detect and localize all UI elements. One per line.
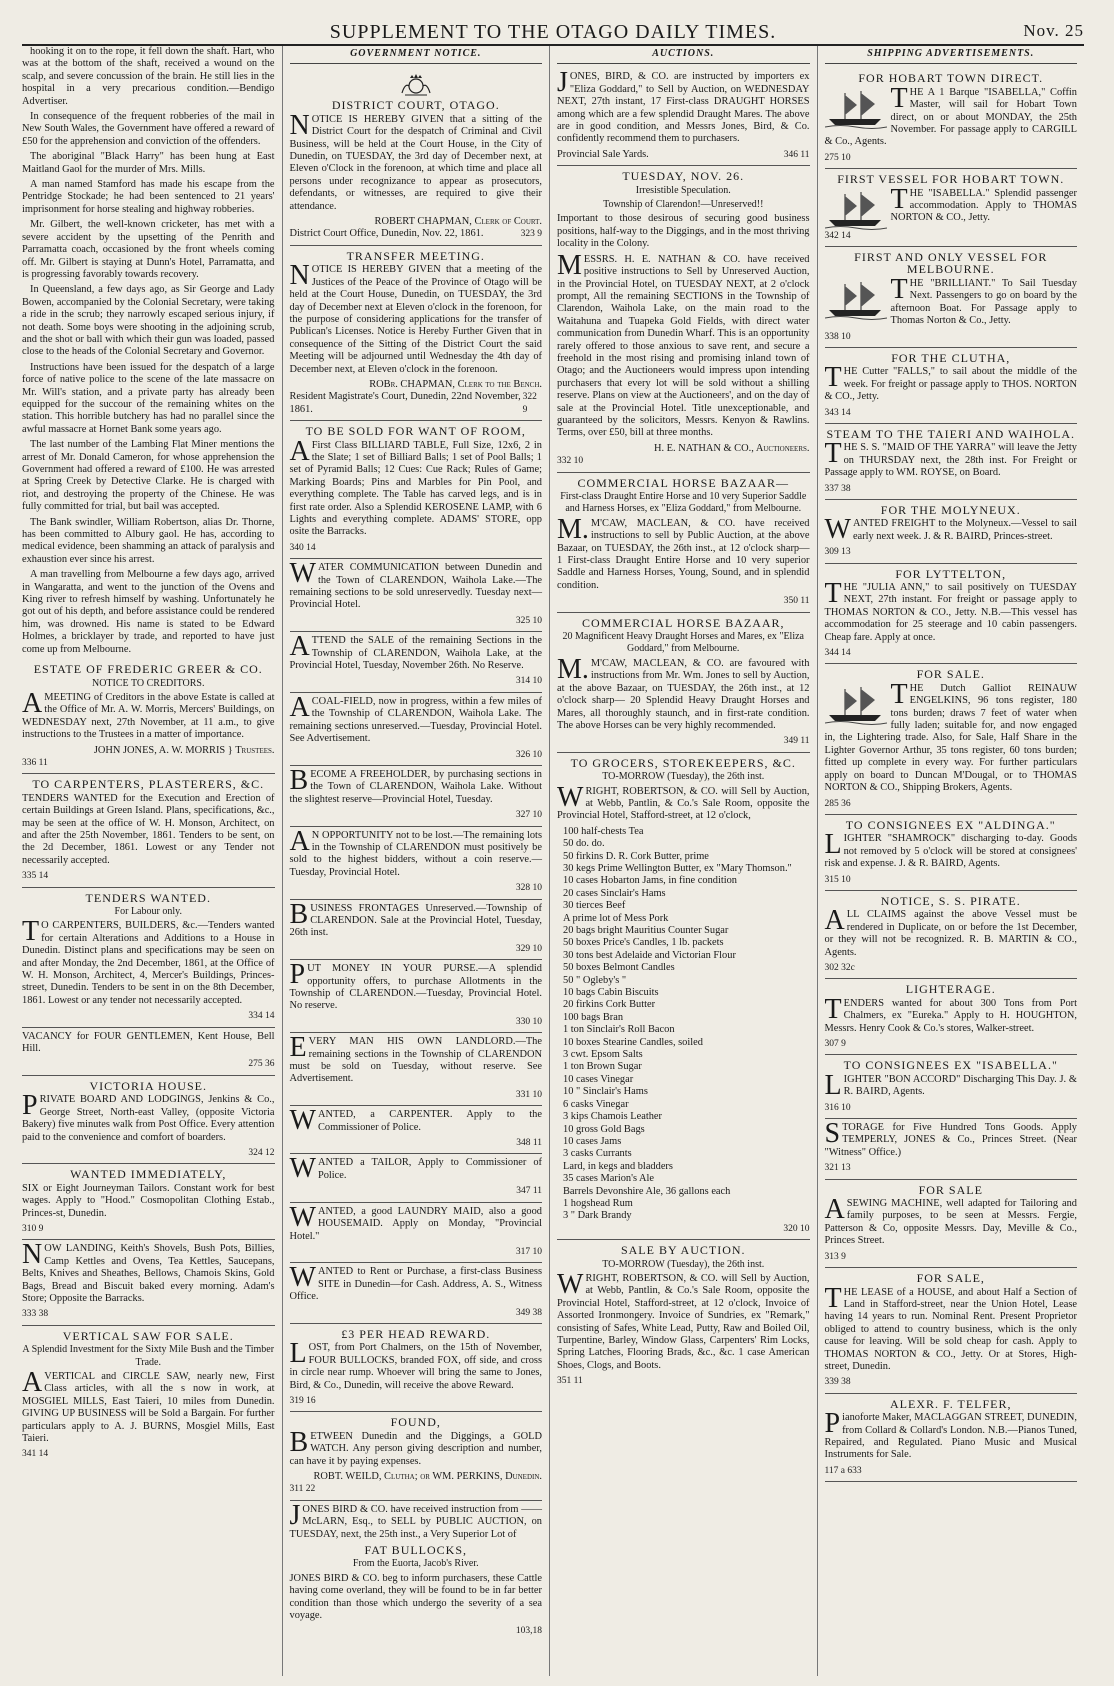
- ad-signature: ROBERT CHAPMAN, Clerk of Court.: [374, 216, 542, 228]
- ad-body: JONES, BIRD, & CO. are instructed by importers ex "Eliza Goddard," to Sell by Auction, on WEDNESDAY NEXT, 27th instant, 17 First-class DRAUGHT HORSES among which are a few splendid Draught Mares. The above are in good condition, and Messrs Jones, Bird, & Co. confidently recommend them to purchasers.: [557, 67, 810, 145]
- ad-number: 331 10: [515, 1089, 542, 1100]
- ad-number: 311 22: [289, 1484, 316, 1495]
- ad-body: M.M'CAW, MACLEAN, & CO. have received instructions to sell by Public Auction, at the above Bazaar, on TUESDAY, the 26th inst., at 12 o'clock sharp— 1 First-class Draught Entire Horse and 10 very superior Saddle and Harness Horses, Young, Sound, and in splendid condition.: [557, 513, 810, 591]
- ad-body: ASEWING MACHINE, well adapted for Tailoring and family purposes, to be seen at Messrs. Fergie, Patterson & Co, opposite Messrs. Day, Meville & Co., Princes Street.: [824, 1194, 1077, 1247]
- ad-number: 340 14: [289, 542, 316, 553]
- goods-item: 10 " Sinclair's Hams: [563, 1086, 648, 1098]
- ad-now-landing: [22, 1240, 275, 1325]
- masthead-date: Nov. 25: [1023, 21, 1084, 40]
- small-ad: [290, 1154, 543, 1202]
- ad-number: 349 11: [783, 736, 810, 747]
- ad-body: VACANCY for FOUR GENTLEMEN, Kent House, Bell Hill.: [22, 1030, 275, 1055]
- ad-number: 334 14: [248, 1011, 275, 1022]
- ad-township: Township of Clarendon!—Unreserved!!: [603, 199, 764, 211]
- news-paragraph: Mr. Gilbert, the well-known cricketer, has met with a severe accident by the upsetting of the Penrith and Parramatta coach, occasioned by the front wheels coming off. Mr. Gilbert is staying at Dunn's Hotel, Parramatta, and is progressing favorably towards recovery.: [22, 219, 275, 280]
- ad-heading: TO CONSIGNEES EX "ISABELLA.": [843, 1058, 1058, 1073]
- ad-body: SIX or Eight Journeyman Tailors. Constant work for best wages. Apply to "Hood." Cosmopolitan Clothing Estab., Princes-st, Dunedin.: [22, 1182, 275, 1219]
- ad-number: 343 14: [824, 407, 851, 418]
- ad-heading: COMMERCIAL HORSE BAZAAR,: [581, 615, 785, 630]
- shipping-ads-list: [825, 68, 1078, 1482]
- ad-body: JONES BIRD & CO. have received instruction from —— McLARN, Esq., to SELL by PUBLIC AUCTION, on TUESDAY, next, the 25th inst., a Very Superior Lot of: [289, 1499, 542, 1540]
- ship-icon: [825, 190, 887, 230]
- ad-body: AVERTICAL and CIRCLE SAW, nearly new, First Class articles, with all the s now in work, at MOSGIEL MILLS, East Taieri, 10 miles from Dunedin. GIVING UP BUSINESS will be Sold a Bargain. For further particulars apply to A. J. BURNS, Mosgiel Mills, East Taieri.: [22, 1367, 275, 1445]
- ad-heading: FOR SALE: [918, 1182, 983, 1197]
- ad-heading: TENDERS WANTED.: [85, 890, 211, 905]
- ad-found-watch: [290, 1412, 543, 1500]
- goods-item: 3 casks Currants: [563, 1148, 632, 1160]
- ad-wanted-immediately: [22, 1164, 275, 1240]
- ad-heading: NOTICE, S. S. PIRATE.: [880, 893, 1021, 908]
- ad-number: 322 9: [522, 392, 537, 415]
- news-paragraph: In consequence of the frequent robberies of the mail in New South Wales, the Government have offered a reward of £50 for the apprehension and conviction of the offenders.: [22, 111, 275, 147]
- ad-number: 103,18: [515, 1626, 542, 1637]
- ad-body: ATTEND the SALE of the remaining Sections in the Township of CLARENDON, Waihola Lake, at the Provincial Hotel, Tuesday, November 26th. No Reserve.: [289, 631, 542, 672]
- small-ads-list: [290, 559, 543, 1324]
- shipping-ad: [825, 1268, 1078, 1394]
- ad-heading: STEAM TO THE TAIERI AND WAIHOLA.: [826, 426, 1076, 441]
- masthead: [22, 6, 1084, 46]
- shipping-ad: [825, 424, 1078, 500]
- ad-number: 316 10: [824, 1102, 851, 1113]
- news-paragraph: hooking it on to the rope, it fell down the shaft. Hart, who was at the bottom of the shaft, received a wound on the scalp, and severe concussion of the brain. He still lies in the hospital in a very precarious condition.—Bendigo Advertiser.: [22, 46, 275, 107]
- columns: [22, 46, 1084, 1676]
- ad-body: WANTED, a good LAUNDRY MAID, also a good HOUSEMAID. Apply on Monday, "Provincial Hotel.": [289, 1201, 542, 1242]
- goods-item: 10 bags Cabin Biscuits: [563, 987, 659, 999]
- goods-item: 100 half-chests Tea: [563, 825, 644, 837]
- ad-body: BECOME A FREEHOLDER, by purchasing sections in the Town of CLARENDON, Waihola Lake. Without the slightest reserve—Provincial Hotel, Tuesday.: [289, 764, 542, 805]
- ad-body: BUSINESS FRONTAGES Unreserved.—Township of CLARENDON. Sale at the Provincial Hotel, Tuesday, 26th inst.: [289, 898, 542, 939]
- ad-subheading: TO-MORROW (Tuesday), the 26th inst.: [602, 1258, 765, 1270]
- ad-vertical-saw: [22, 1326, 275, 1465]
- small-ad: [290, 1106, 543, 1154]
- masthead-title: SUPPLEMENT TO THE OTAGO DAILY TIMES.: [329, 21, 777, 43]
- ad-heading: FAT BULLOCKS,: [364, 1543, 468, 1558]
- ad-body: Important to those desirous of securing good business positions, half-way to the Diggings, and in the most thriving locality in the Colony.: [557, 213, 810, 250]
- royal-crest-icon: [399, 73, 433, 97]
- ad-number: 302 32c: [824, 962, 855, 973]
- ad-heading: FOR THE CLUTHA,: [891, 350, 1011, 365]
- column-news: [22, 46, 282, 1676]
- ad-body-nathan: MESSRS. H. E. NATHAN & CO. have received positive instructions to Sell by Unreserved Auction, in the Provincial Hotel, on TUESDAY NEXT, at 2 o'clock prompt, All the remaining SECTIONS in the Township of Clarendon, Waihola Lake, on the main road to the Waitahuna and Tuapeka Gold Fields, with direct water communication from Dunedin Wharf. This is an opportunity rarely offered to those anxious to save rent, and secure a freehold in the most rising and promising inland town of Otago; and the Auctioneers would impress upon intending purchasers that every lot will be sold without a shilling reserve. Plans on view at the Auctioneers', and on the day of sale at the Provincial Hotel. Title unexceptionable, and guaranteed by the solicitors, Messrs. Kenyon & Rawlins. Terms, over £50, bill at three months.: [557, 249, 810, 439]
- ad-body: THE A 1 Barque "ISABELLA," Coffin Master, will sail for Hobart Town direct, on or about MONDAY, the 25th November. For passage apply to CARGILL & Co., Agents.: [824, 82, 1077, 148]
- ad-body: AMEETING of Creditors in the above Estate is called at the Office of Mr. A. W. Morris, Mercers' Buildings, on WEDNESDAY next, 27th November, at 11 a.m., to give instructions to the Trustees in a matter of importance.: [22, 687, 275, 741]
- ad-heading: FOR HOBART TOWN DIRECT.: [858, 71, 1044, 86]
- ad-number: 337 38: [824, 483, 851, 494]
- goods-item: 3 kips Chamois Leather: [563, 1111, 662, 1123]
- ad-signature: H. E. NATHAN & CO., Auctioneers.: [653, 442, 810, 454]
- shipping-ad: [825, 1055, 1078, 1119]
- ad-heading: COMMERCIAL HORSE BAZAAR—: [577, 475, 790, 490]
- ad-body: ALL CLAIMS against the above Vessel must be rendered in Duplicate, on or before the 1st December, or they will not be recognized. R. B. MARTIN & CO., Agents.: [824, 905, 1077, 958]
- goods-item: 50 boxes Belmont Candles: [563, 962, 675, 974]
- ad-signature: ROBT. WEILD, Clutha; or WM. PERKINS, Dunedin.: [313, 1471, 542, 1482]
- goods-item: 20 bags bright Mauritius Counter Sugar: [563, 925, 729, 936]
- shipping-ad: [825, 1119, 1078, 1180]
- ad-subheading: NOTICE TO CREDITORS.: [91, 677, 205, 689]
- ad-heading: LIGHTERAGE.: [905, 982, 996, 997]
- goods-item: 1 hogshead Rum: [563, 1197, 633, 1209]
- ad-horse-bazaar-2: [557, 613, 810, 753]
- goods-item: 3 " Dark Brandy: [563, 1210, 632, 1222]
- ad-number: 338 10: [824, 331, 851, 342]
- ad-office: Resident Magistrate's Court, Dunedin, 22nd November, 1861.: [289, 391, 521, 415]
- goods-item: 50 firkins D. R. Cork Butter, prime: [563, 850, 709, 862]
- ad-number: 326 10: [515, 749, 542, 760]
- ad-heading: VERTICAL SAW FOR SALE.: [62, 1328, 234, 1343]
- column-shipping: [817, 46, 1085, 1676]
- ad-heading: TRANSFER MEETING.: [346, 248, 485, 263]
- ad-heading: VICTORIA HOUSE.: [89, 1078, 207, 1093]
- ad-number: 335 14: [22, 871, 49, 882]
- ad-body: WANTED FREIGHT to the Molyneux.—Vessel to sail early next week. J. & R. BAIRD, Princes-street.: [824, 514, 1077, 546]
- ad-number: 332 10: [557, 456, 584, 467]
- ad-body: TENDERS WANTED for the Execution and Erection of certain Buildings at Green Island. Plans, specifications, &c., may be seen at the office of W. H. Monson, Architect, on and after the 25th November, 1861. Tenders to be sent, on the 2d December, 1861. Lowest or any Tender not necessarily accepted.: [22, 792, 275, 866]
- news-paragraph: A man named Stamford has made his escape from the Pentridge Stockade; he had been sentenced to 21 years' imprisonment for horse stealing and highway robberies.: [22, 179, 275, 215]
- ad-body: THE LEASE of a HOUSE, and about Half a Section of Land in Stafford-street, near the Union Hotel, Lease having 14 years to run. Nominal Rent. Present Proprietor obliged to attend to country business, which is the only cause for leaving. Will be sold cheap for cash. Apply to THOMAS NORTON & CO., Jetty. Or at Stores, High-street, Dunedin.: [824, 1282, 1077, 1372]
- ad-number: 341 14: [22, 1449, 49, 1460]
- ad-body: THE "JULIA ANN," to sail positively on TUESDAY NEXT, 27th instant. For freight or passage apply to THOMAS NORTON & CO., Jetty. N.B.—This vessel has accommodation for 25 steerage and 10 cabin passengers. Cheap fare. Apply at once.: [824, 578, 1077, 643]
- ad-heading: ALEXR. F. TELFER,: [890, 1396, 1012, 1411]
- shipping-ad: [825, 1180, 1078, 1268]
- ad-number: 275 10: [824, 152, 851, 163]
- goods-item: 10 cases Jams: [563, 1135, 622, 1147]
- ad-subheading: Irresistible Speculation.: [635, 184, 731, 196]
- ad-body-tail: JONES BIRD & CO. beg to inform purchasers, these Cattle having come overland, they will be found to be in far better condition than those which undergo the severity of a sea voyage.: [289, 1572, 542, 1622]
- ad-subheading: From the Euorta, Jacob's River.: [352, 1558, 479, 1570]
- ad-number: 309 13: [824, 547, 851, 558]
- news-paragraph: The last number of the Lambing Flat Miner mentions the arrest of Mr. Donald Cameron, for whose apprehension the Government had offered a reward of £100. He was arrested at Spring Creek by Detective Clarke. He is charged with riot, and destroying the property of the Chinese. He was fully committed for trial, but bail was accepted.: [22, 439, 275, 513]
- ad-number: 336 11: [22, 757, 48, 768]
- column-heading: SHIPPING ADVERTISEMENTS.: [825, 46, 1078, 64]
- ad-heading: FOUND,: [390, 1415, 441, 1430]
- ad-number: 328 10: [515, 883, 542, 894]
- goods-item: 3 cwt. Epsom Salts: [563, 1049, 643, 1061]
- ad-tenders-wanted: [22, 888, 275, 1028]
- ad-number: 320 10: [783, 1223, 810, 1234]
- ad-body: THE Dutch Galliot REINAUW ENGELKINS, 96 tons register, 180 tons burden; draws 7 feet of water when fully laden; suitable for, and now engaged in, the Lightering trade. Also, for Sale, Half Share in the Lighter Governor Arthur, 35 tons register, 60 tons burden; fitted up complete in every way. For further particulars apply on board to Duncan M'Dougal, or to THOMAS NORTON & CO., Shipping Brokers, Agents.: [824, 678, 1077, 794]
- goods-item: 50 do. do.: [563, 838, 605, 850]
- ad-estate-greer: [22, 659, 275, 774]
- small-ad: [290, 960, 543, 1033]
- ad-body: Pianoforte Maker, MACLAGGAN STREET, DUNEDIN, from Collard & Collard's London. N.B.—Pianos Tuned, Repaired, and Regulated. Piano Music and Musical Instruments for Sale.: [824, 1408, 1077, 1461]
- ad-number: 315 10: [824, 874, 851, 885]
- ad-number: 327 10: [515, 810, 542, 821]
- ad-heading: FIRST AND ONLY VESSEL FOR MELBOURNE.: [854, 250, 1048, 277]
- goods-item: 50 boxes Price's Candles, 1 lb. packets: [563, 937, 724, 949]
- small-ad: [290, 693, 543, 766]
- ad-number: 321 13: [824, 1163, 851, 1174]
- ad-vacancy: [22, 1028, 275, 1076]
- ad-number: 317 10: [515, 1246, 542, 1257]
- ad-body: LIGHTER "SHAMROCK" discharging to-day. Goods not removed by 5 o'clock will be stored at consignees' risk and expense. J. & R. BAIRD, Agents.: [824, 829, 1077, 870]
- ad-number: 339 38: [824, 1377, 851, 1388]
- shipping-ad: [825, 68, 1078, 169]
- ad-body: AFirst Class BILLIARD TABLE, Full Size, 12x6, 2 in the Slate; 1 set of Billiard Balls; 1 set of Pool Balls; 1 set of Pyramid Balls; 12 Cues: Cue Rack; Rules of Game; Marking Boards; Pins and Marbles for Pin Pool, and everything complete. The Table has carved legs, and is in first rate order. Also a Splendid KEROSENE LAMP, with 6 Lights and everything complete. ADAMS' STORE, opp osite the Barracks.: [289, 435, 542, 538]
- ad-signature: Provincial Sale Yards.: [557, 148, 649, 160]
- ad-heading: £3 PER HEAD REWARD.: [341, 1326, 491, 1341]
- ad-heading: SALE BY AUCTION.: [620, 1243, 746, 1258]
- ad-subheading: 20 Magnificent Heavy Draught Horses and Mares, ex "Eliza Goddard," from Melbourne.: [562, 631, 804, 655]
- ship-icon: [825, 89, 887, 129]
- ad-number: 323 9: [520, 229, 542, 240]
- ad-body: PUT MONEY IN YOUR PURSE.—A splendid opportunity offers, to purchase Allotments in the Township of CLARENDON.—Tuesday, Provincial Hotel. No reserve.: [289, 959, 542, 1012]
- ad-number: 351 11: [557, 1376, 583, 1387]
- news-paragraph: The Bank swindler, William Robertson, alias Dr. Thorne, has been committed to Albury gaol. He has, according to medical evidence, been shamming an attack of paralysis and exhaustion ever since his arrest.: [22, 516, 275, 565]
- ad-heading: DISTRICT COURT, OTAGO.: [331, 98, 500, 113]
- ad-body: WANTED, a CARPENTER. Apply to the Commissioner of Police.: [289, 1105, 542, 1137]
- ad-number: 344 14: [824, 648, 851, 659]
- shipping-ad: [825, 564, 1078, 665]
- column-auctions: [549, 46, 817, 1676]
- ad-body: WRIGHT, ROBERTSON, & CO. will Sell by Auction, at Webb, Pantlin, & Co.'s Sale Room, opposite the Provincial Hotel, Stafford-street, at 12 o'clock, Invoice of Assorted Ironmongery. Invoice of Sundries, ex "Remark," consisting of Safes, White Lead, Putty, Raw and Boiled Oil, Turpentine, Barley, Window Glass, Carpenters' Rim Locks, Spring Latches, Flooring Brads, &c., &c. 1 case American Shoes, Clogs, and Boots.: [557, 1268, 810, 1371]
- ad-heading: TO GROCERS, STOREKEEPERS, &C.: [570, 755, 796, 770]
- ad-body: AN OPPORTUNITY not to be lost.—The remaining lots in the Township of CLARENDON must positively be sold to the highest bidders, without a coin reserve.—Tuesday, Provincial Hotel.: [289, 825, 542, 878]
- small-ad: [290, 766, 543, 827]
- ad-body: NOW LANDING, Keith's Shovels, Bush Pots, Billies, Camp Kettles and Ovens, Tea Kettles, Saucepans, Belts, Knives and Sheathes, Bellows, Chamois Skins, Gold Bags, Bread and Biscuit baked every morning. Adam's Store; Opposite the Barracks.: [22, 1239, 275, 1304]
- ad-body: NOTICE IS HEREBY GIVEN that a sitting of the District Court for the despatch of Criminal and Civil Business, will be held at the Court House, in the City of Dunedin, on TUESDAY, the 3rd day of December next, at Eleven o'Clock in the forenoon, at which time and place all persons under recognizance to appear as prosecutors, defendants, or witnesses, are required to give their attendance.: [289, 109, 542, 212]
- ad-body: WRIGHT, ROBERTSON, & CO. will Sell by Auction, at Webb, Pantlin, & Co.'s Sale Room, opposite the Provincial Hotel, Stafford-street, at 12 o'clock,: [557, 781, 810, 822]
- ad-body: LIGHTER "BON ACCORD" Discharging This Day. J. & R. BAIRD, Agents.: [824, 1069, 1077, 1101]
- ad-grocers: [557, 753, 810, 1240]
- goods-item: 1 ton Brown Sugar: [563, 1061, 642, 1073]
- ad-body: THE S. S. "MAID OF THE YARRA" will leave the Jetty on THURSDAY next, the 28th inst. For Freight or Passage apply to WM. ROYSE, on Board.: [824, 438, 1077, 479]
- goods-item: 1 ton Sinclair's Roll Bacon: [563, 1024, 675, 1036]
- ad-body: LOST, from Port Chalmers, on the 15th of November, FOUR BULLOCKS, branded FOX, off side, and cross in circle near rump. Whoever will bring the same to Jones, Bird, & Co., Dunedin, will receive the above Reward.: [289, 1338, 542, 1391]
- ad-body: STORAGE for Five Hundred Tons Goods. Apply TEMPERLY, JONES & Co., Princes Street. (Near "Witness" Office.): [824, 1118, 1077, 1158]
- small-ad: [290, 900, 543, 961]
- ad-signature: ROBr. CHAPMAN, Clerk to the Bench.: [369, 378, 542, 390]
- ad-billiard-table: [290, 421, 543, 559]
- ad-number: 310 9: [22, 1223, 44, 1234]
- ad-heading: TO CARPENTERS, PLASTERERS, &C.: [32, 777, 265, 792]
- small-ad: [290, 1203, 543, 1264]
- ad-sale-by-auction: [557, 1240, 810, 1391]
- ad-number: 349 38: [515, 1307, 542, 1318]
- goods-item: 30 tierces Beef: [563, 900, 626, 912]
- ad-heading: TUESDAY, NOV. 26.: [622, 169, 745, 184]
- ad-number: 325 10: [515, 615, 542, 626]
- ad-body: THE "BRILLIANT." To Sail Tuesday Next. Passengers to go on board by the afternoon Boat. For Passage apply to Thomas Norton & Co., Jetty.: [890, 273, 1077, 327]
- goods-item: 20 firkins Cork Butter: [563, 999, 656, 1011]
- news-paragraph: Instructions have been issued for the despatch of a large force of native police to the scene of the late massacre on Mr. Will's station, and a private party has already been equipped for the succour of the remaining whites on the station. This horrible butchery has had no parallel since the awful massacre at Hornet Bank some years ago.: [22, 361, 275, 435]
- ad-number: 348 11: [516, 1138, 542, 1149]
- ad-transfer-meeting: [290, 246, 543, 421]
- ad-heading: FOR THE MOLYNEUX.: [880, 502, 1021, 517]
- goods-item: 50 " Ogleby's ": [563, 974, 627, 986]
- column-heading: GOVERNMENT NOTICE.: [290, 46, 543, 64]
- column-government: [282, 46, 550, 1676]
- small-ad: [290, 827, 543, 900]
- ad-number: 313 9: [824, 1251, 846, 1262]
- shipping-ad: [825, 247, 1078, 348]
- ad-number: 330 10: [515, 1016, 542, 1027]
- small-ad: [290, 1263, 543, 1324]
- ad-body: ACOAL-FIELD, now in progress, within a few miles of the Township of CLARENDON, Waihola Lake. The remaining sections unreserved.—Tuesday, Provincial Hotel. See Advertisement.: [289, 691, 542, 745]
- column-heading: AUCTIONS.: [557, 46, 810, 64]
- ad-number: 117 a 633: [824, 1465, 862, 1476]
- ad-number: 346 11: [783, 149, 810, 160]
- ad-body: PRIVATE BOARD AND LODGINGS, Jenkins & Co., George Street, North-east Valley, (opposite Victoria Bakery) five minutes walk from Post Office. Every attention paid to the convenience and comfort of boarders.: [22, 1090, 275, 1143]
- goods-item: 10 boxes Stearine Candles, soiled: [563, 1036, 703, 1048]
- ad-body: NOTICE IS HEREBY GIVEN that a meeting of the Justices of the Peace of the Province of Otago will be held at the Court House, Dunedin, on TUESDAY, the 3rd day of December next at Eleven o'clock in the forenoon, for the purpose of considering applications for the transfer of Publican's Licenses. Notice is Hereby Further Given that in consequence of the Sitting of the District Court the said Meeting will be adjourned until Wednesday the 4th day of December next, at Eleven o'clock in the forenoon.: [289, 260, 542, 375]
- goods-list: [557, 826, 810, 1223]
- ad-heading: WANTED IMMEDIATELY,: [70, 1167, 227, 1182]
- ad-number: 324 12: [248, 1147, 275, 1158]
- ad-subheading: TO-MORROW (Tuesday), the 26th inst.: [602, 771, 765, 783]
- ad-body: TENDERS wanted for about 300 Tons from Port Chalmers, ex "Eureka." Apply to H. HOUGHTON, Messrs. Henry Cook & Co.'s stores, Walker-street.: [824, 993, 1077, 1034]
- ad-body: EVERY MAN HIS OWN LANDLORD.—The remaining sections in the Township of CLARENDON must be sold on Tuesday, without reserve. See Advertisement.: [289, 1032, 542, 1085]
- ad-office: District Court Office, Dunedin, Nov. 22, 1861.: [289, 228, 484, 240]
- ad-reward: [290, 1324, 543, 1412]
- shipping-ad: [825, 815, 1078, 891]
- ad-number: 307 9: [824, 1039, 846, 1049]
- ad-body: WANTED to Rent or Purchase, a first-class Business SITE in Dunedin—for Cash. Address, A. S., Witness Office.: [289, 1262, 542, 1303]
- shipping-ad: [825, 1394, 1078, 1482]
- ad-horse-bazaar-1: [557, 473, 810, 613]
- ship-icon: [825, 280, 887, 320]
- ad-number: 314 10: [515, 676, 542, 687]
- ad-number: 347 11: [516, 1186, 542, 1197]
- ad-heading: FOR SALE.: [916, 667, 985, 682]
- news-items: [22, 46, 275, 656]
- ad-body: WATER COMMUNICATION between Dunedin and the Town of CLARENDON, Waihola Lake.—The remaining sections to be sold unreservedly. Tuesday next—Provincial Hotel.: [289, 558, 542, 611]
- ad-number: 319 16: [289, 1395, 316, 1406]
- ad-victoria-house: [22, 1076, 275, 1164]
- news-paragraph: In Queensland, a few days ago, as Sir George and Lady Bowen, accompanied by the Colonial Secretary, were taking a ride in the scrub; they narrowly escaped serious injury, if not death. Some boys were shooting in the adjoining scrub, and the shot or ball with which their gun was loaded, passed close to the heads of the Colonial Secretary and Governor.: [22, 284, 275, 358]
- goods-item: Barrels Devonshire Ale, 36 gallons each: [563, 1185, 731, 1197]
- ad-subheading: For Labour only.: [114, 906, 182, 917]
- ad-district-court: [290, 68, 543, 245]
- ad-body: M.M'CAW, MACLEAN, & CO. are favoured with instructions from Mr. Wm. Jones to sell by Auction, at the above Bazaar, on TUESDAY, the 26th inst., at 12 o'clock sharp— 20 Splendid Heavy Draught Horses and Mares, all thoroughly staunch, and in first-rate condition. The above Horses can be very highly recommended.: [557, 653, 810, 731]
- shipping-ad: [825, 979, 1078, 1055]
- ad-signature: JOHN JONES, A. W. MORRIS } Trustees.: [93, 744, 275, 756]
- news-paragraph: The aboriginal "Black Harry" has been hung at East Maitland Gaol for the murder of Mrs. Mills.: [22, 151, 275, 175]
- goods-item: 30 tons best Adelaide and Victorian Flour: [563, 949, 736, 961]
- ad-number: 275 36: [248, 1059, 275, 1070]
- shipping-ad: [825, 664, 1078, 814]
- goods-item: Lard, in kegs and bladders: [563, 1160, 673, 1172]
- ad-heading: TO CONSIGNEES EX "ALDINGA.": [845, 817, 1056, 832]
- shipping-ad: [825, 891, 1078, 979]
- goods-item: 10 gross Gold Bags: [563, 1123, 645, 1135]
- goods-item: 10 cases Hobarton Jams, in fine condition: [563, 875, 738, 887]
- ad-number: 342 14: [824, 230, 851, 241]
- ad-heading: FOR SALE,: [916, 1271, 985, 1286]
- ad-carpenters-plasterers: [22, 774, 275, 887]
- ad-number: 329 10: [515, 943, 542, 954]
- ad-body: THE "ISABELLA." Splendid passenger accommodation. Apply to THOMAS NORTON & CO., Jetty.: [890, 183, 1077, 224]
- small-ad: [290, 632, 543, 693]
- goods-item: 10 cases Vinegar: [563, 1073, 634, 1085]
- ad-body: BETWEEN Dunedin and the Diggings, a GOLD WATCH. Any person giving description and number, can have it by paying expenses.: [289, 1426, 542, 1467]
- news-paragraph: A man travelling from Melbourne a few days ago, arrived in Wangaratta, and went to the junction of the Ovens and King river to refresh himself by washing. Unfortunately he got out of his depth, and before assistance could be rendered him, was drowned. His name is stated to be Edward Holmes, a bricklayer by trade, and reported to have just come up from Melbourne.: [22, 569, 275, 655]
- ad-body: THE Cutter "FALLS," to sail about the middle of the week. For freight or passage apply to THOS. NORTON & CO., Jetty.: [824, 362, 1077, 403]
- ad-subheading: First-class Draught Entire Horse and 10 very Superior Saddle and Harness Horses, ex "Eliza Goddard," from Melbourne.: [560, 491, 807, 515]
- goods-item: 6 casks Vinegar: [563, 1098, 629, 1110]
- shipping-ad: [825, 169, 1078, 247]
- ad-fat-bullocks: [290, 1501, 543, 1642]
- ad-draught-horses: [557, 68, 810, 166]
- shipping-ad: [825, 500, 1078, 564]
- goods-item: 100 bags Bran: [563, 1011, 624, 1023]
- goods-item: 35 cases Marion's Ale: [563, 1173, 655, 1185]
- ad-subheading: A Splendid Investment for the Sixty Mile Bush and the Timber Trade.: [22, 1344, 275, 1368]
- ad-heading: ESTATE OF FREDERIC GREER & CO.: [33, 662, 263, 677]
- goods-item: 30 kegs Prime Wellington Butter, ex "Mary Thomson.": [563, 862, 792, 874]
- ad-number: 350 11: [783, 596, 810, 607]
- small-ad: [290, 1033, 543, 1106]
- shipping-ad: [825, 348, 1078, 424]
- ad-number: 285 36: [824, 798, 851, 809]
- ad-body: TO CARPENTERS, BUILDERS, &c.—Tenders wanted for certain Alterations and Additions to a House in Dunedin. Distinct plans and specifications may be seen on and after Monday, the 2nd December, 1861, at the Office of W. H. Monson, Architect, 4, Mercer's Buildings, Princes-street, Dunedin. Tenders to be sent in on the 8th December, 1861. Lowest or any tender not necessarily accepted.: [22, 916, 275, 1006]
- small-ad: [290, 559, 543, 632]
- ad-clarendon-sale: [557, 166, 810, 472]
- ship-icon: [825, 685, 887, 725]
- ad-heading: TO BE SOLD FOR WANT OF ROOM,: [305, 424, 526, 439]
- goods-item: A prime lot of Mess Pork: [563, 912, 669, 924]
- ad-body: WANTED a TAILOR, Apply to Commissioner of Police.: [289, 1153, 542, 1185]
- ad-heading: FOR LYTTELTON,: [895, 566, 1007, 581]
- goods-item: 20 cases Sinclair's Hams: [563, 887, 666, 899]
- ad-heading: FIRST VESSEL FOR HOBART TOWN.: [837, 172, 1065, 187]
- ad-number: 333 38: [22, 1309, 49, 1320]
